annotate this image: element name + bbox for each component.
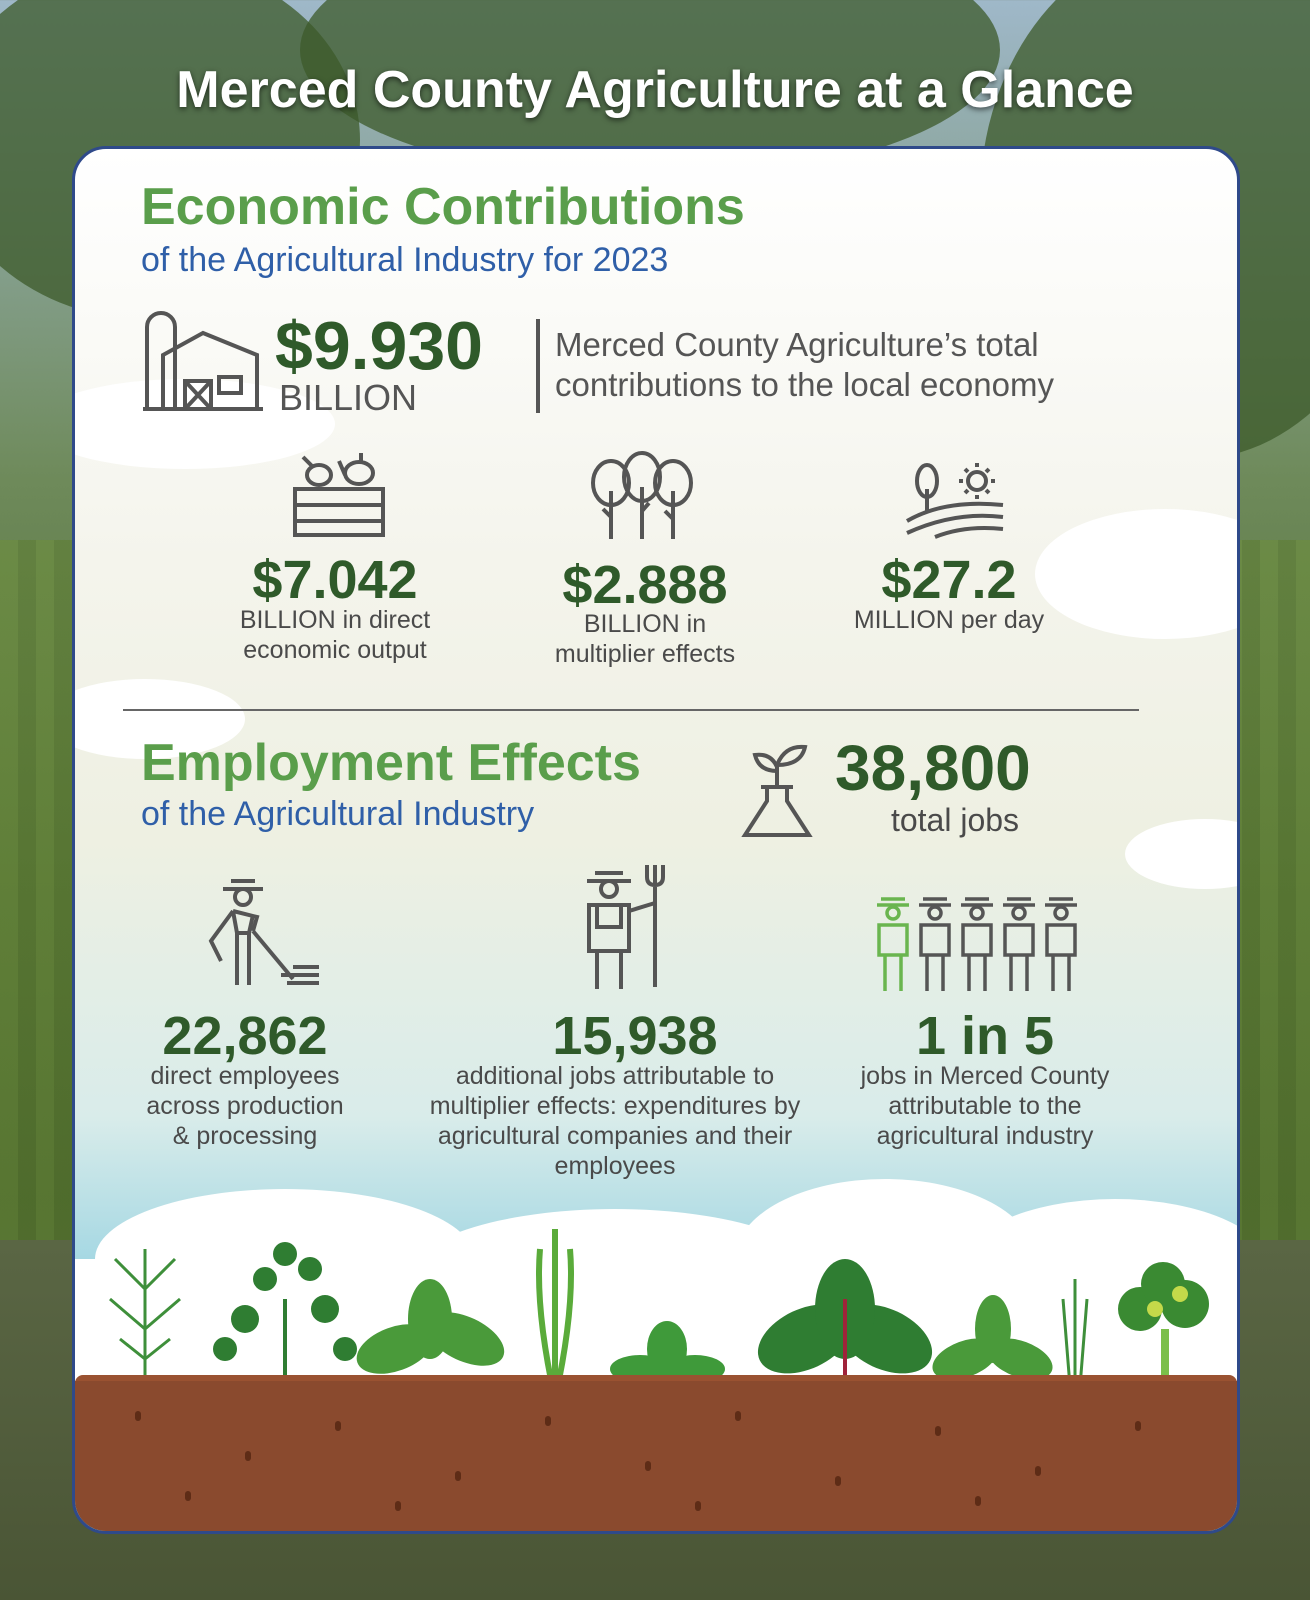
soil-dot xyxy=(245,1451,251,1461)
trees-icon xyxy=(587,451,697,541)
produce-crate-icon xyxy=(289,445,389,541)
total-contribution-unit: BILLION xyxy=(279,377,418,418)
soil-dot xyxy=(135,1411,141,1421)
total-jobs-value: 38,800 xyxy=(835,732,1031,804)
employment-subheading: of the Agricultural Industry xyxy=(141,795,535,833)
soil-dot xyxy=(835,1476,841,1486)
multiplier-label xyxy=(495,609,795,669)
economic-subheading: of the Agricultural Industry for 2023 xyxy=(141,241,669,279)
sprout-flask-icon xyxy=(741,741,813,841)
soil-dot xyxy=(455,1471,461,1481)
soil-dot xyxy=(645,1461,651,1471)
spinach-plant xyxy=(927,1295,1058,1388)
onion-plant xyxy=(539,1229,571,1399)
label-line: economic output xyxy=(243,636,427,664)
employment-heading: Employment Effects xyxy=(141,734,641,792)
label-line: & processing xyxy=(172,1122,318,1150)
label-line: attributable to the xyxy=(888,1092,1082,1120)
per-day-label xyxy=(799,605,1099,635)
cloud xyxy=(1125,819,1240,889)
direct-employees-value: 22,862 xyxy=(162,1006,328,1066)
label-line: jobs in Merced County xyxy=(860,1062,1110,1090)
section-divider xyxy=(123,709,1139,711)
small-greens-plant xyxy=(610,1321,725,1383)
label-line: employees xyxy=(554,1152,676,1180)
multiplier-jobs-label xyxy=(405,1061,825,1181)
multiplier-jobs-value: 15,938 xyxy=(552,1006,718,1066)
soil-dot xyxy=(975,1496,981,1506)
soil-dot xyxy=(695,1501,701,1511)
direct-output-label xyxy=(185,605,485,665)
farm-field-sun-icon xyxy=(905,459,1005,539)
vertical-divider xyxy=(536,319,540,413)
lettuce-plant xyxy=(350,1279,512,1383)
label-line: BILLION in direct xyxy=(239,606,431,634)
label-line: agricultural industry xyxy=(876,1122,1094,1150)
one-in-five-value: 1 in 5 xyxy=(915,1006,1055,1066)
barn-icon xyxy=(141,305,265,413)
label-line: direct employees xyxy=(150,1062,340,1090)
one-in-five-label xyxy=(835,1061,1135,1151)
direct-employees-label xyxy=(115,1061,375,1151)
description-line: contributions to the local economy xyxy=(555,366,1054,403)
soil-dot xyxy=(395,1501,401,1511)
multiplier-value: $2.888 xyxy=(562,555,728,615)
soil-dot xyxy=(545,1416,551,1426)
soil-dot xyxy=(185,1491,191,1501)
soil xyxy=(75,1381,1237,1531)
label-line: BILLION in xyxy=(583,610,707,638)
label-line: multiplier effects: expenditures by xyxy=(429,1092,801,1120)
label-line: agricultural companies and their xyxy=(437,1122,793,1150)
farmer-pitchfork-icon xyxy=(581,861,671,991)
total-contribution-description xyxy=(555,325,1054,405)
label-line: across production xyxy=(146,1092,344,1120)
soil-dot xyxy=(935,1426,941,1436)
soil-dot xyxy=(335,1421,341,1431)
economic-heading: Economic Contributions xyxy=(141,178,745,236)
total-contribution-value: $9.930 xyxy=(275,308,483,384)
direct-output-value: $7.042 xyxy=(252,550,418,610)
five-workers-icon xyxy=(875,891,1085,993)
label-line: MILLION per day xyxy=(853,606,1045,634)
soil-dot xyxy=(1135,1421,1141,1431)
infographic-card xyxy=(72,146,1240,1534)
soil-dot xyxy=(1035,1466,1041,1476)
page-title: Merced County Agriculture at a Glance xyxy=(176,61,1134,119)
farmer-hoe-icon xyxy=(193,871,323,991)
description-line: Merced County Agriculture’s total xyxy=(555,326,1039,363)
total-jobs-label: total jobs xyxy=(890,802,1020,838)
soil-dot xyxy=(735,1411,741,1421)
label-line: multiplier effects xyxy=(554,640,736,668)
per-day-value: $27.2 xyxy=(881,550,1017,610)
label-line: additional jobs attributable to xyxy=(455,1062,775,1090)
